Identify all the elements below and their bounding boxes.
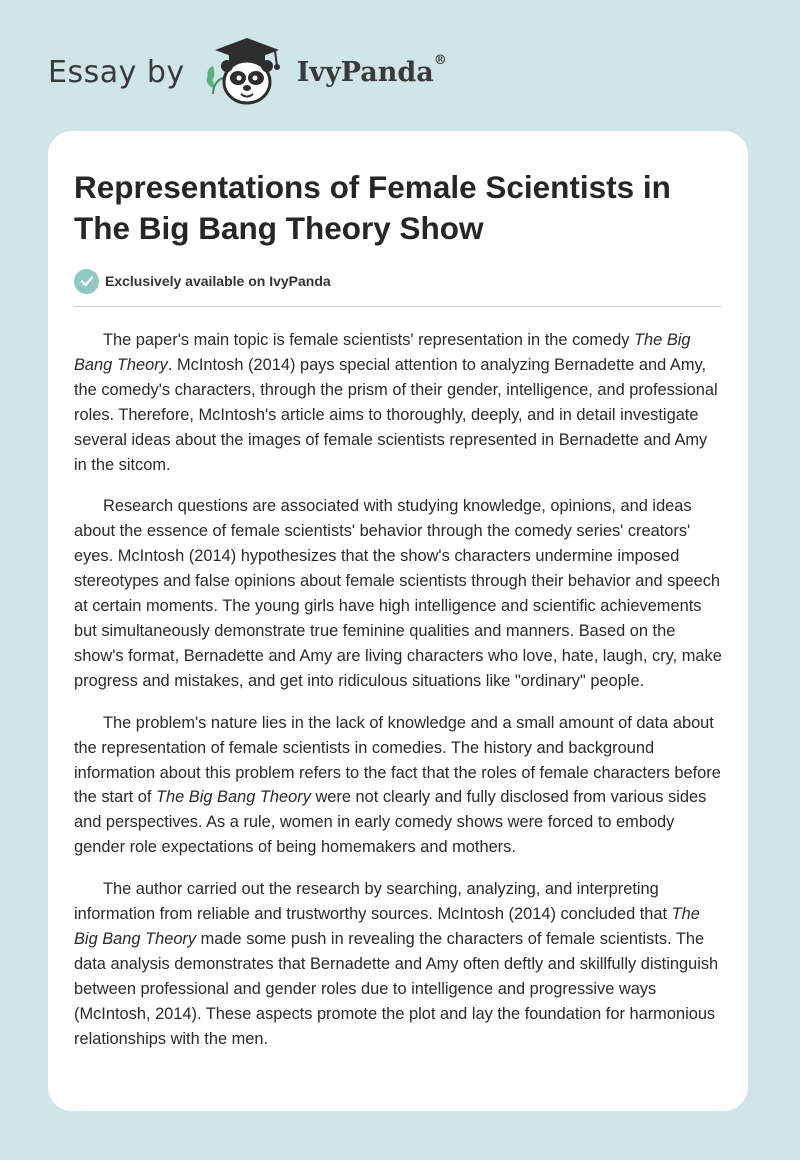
badge-label: Exclusively available on IvyPanda [105, 273, 331, 289]
italic-title: The Big Bang Theory [74, 331, 691, 374]
paragraph [74, 877, 722, 1051]
brand-name: IvyPanda® [296, 52, 447, 88]
check-icon [74, 269, 99, 294]
essay-card [48, 131, 748, 1111]
paragraph [74, 328, 722, 477]
paragraph-text: The problem's nature lies in the lack of knowledge and a small amount of data about the representation of female scientists in comedies. The history and background information about this problem refers to the fact that the roles of female characters before the start of [74, 713, 721, 807]
brand-header[interactable] [48, 36, 447, 108]
brand-prefix: Essay by [48, 54, 185, 90]
panda-graduate-icon [201, 36, 293, 108]
divider [74, 306, 722, 307]
exclusive-badge [74, 268, 722, 294]
paragraph-text: . McIntosh (2014) pays special attention to analyzing Bernadette and Amy, the comedy's characters, through the prism of their gender, intelligence, and professional roles. Therefore, McIntosh's article aims to thoroughly, deeply, and in detail investigate several ideas about the images of female scientists represented in Bernadette and Amy in the sitcom. [74, 355, 718, 474]
paragraph-text: made some push in revealing the characters of female scientists. The data analysis demonstrates that Bernadette and Amy often deftly and skillfully distinguish between professional and gender roles due to intelligence and progressive ways (McIntosh, 2014). These aspects promote the plot and lay the foundation for harmonious relationships with the men. [74, 929, 719, 1048]
paragraph-text: The paper's main topic is female scientists' representation in the comedy [103, 331, 635, 349]
paragraph-text: were not clearly and fully disclosed from various sides and perspectives. As a rule, women in early comedy shows were forced to embody gender role expectations of being homemakers and mothers. [74, 788, 707, 857]
paragraph-text: Research questions are associated with studying knowledge, opinions, and ideas about the essence of female scientists' behavior through the comedy series' creators' eyes. McIntosh (2014) hypothesizes that the show's characters undermine imposed stereotypes and false opinions about female scientists through their behavior and speech at certain moments. The young girls have high intelligence and scientific achievements but simultaneously demonstrate true feminine qualities and manners. Based on the show's format, Bernadette and Amy are living characters who love, hate, laugh, cry, make progress and mistakes, and get into ridiculous situations like "ordinary" people. [74, 497, 722, 690]
paragraph-text: The author carried out the research by searching, analyzing, and interpreting information from reliable and trustworthy sources. McIntosh (2014) concluded that [74, 880, 672, 924]
italic-title: The Big Bang Theory [156, 788, 311, 807]
essay-title: Representations of Female Scientists in The Big Bang Theory Show [74, 169, 671, 246]
paragraph [74, 494, 722, 693]
italic-title: The Big Bang Theory [74, 905, 700, 948]
paragraph [74, 711, 722, 860]
essay-body [74, 328, 722, 1051]
